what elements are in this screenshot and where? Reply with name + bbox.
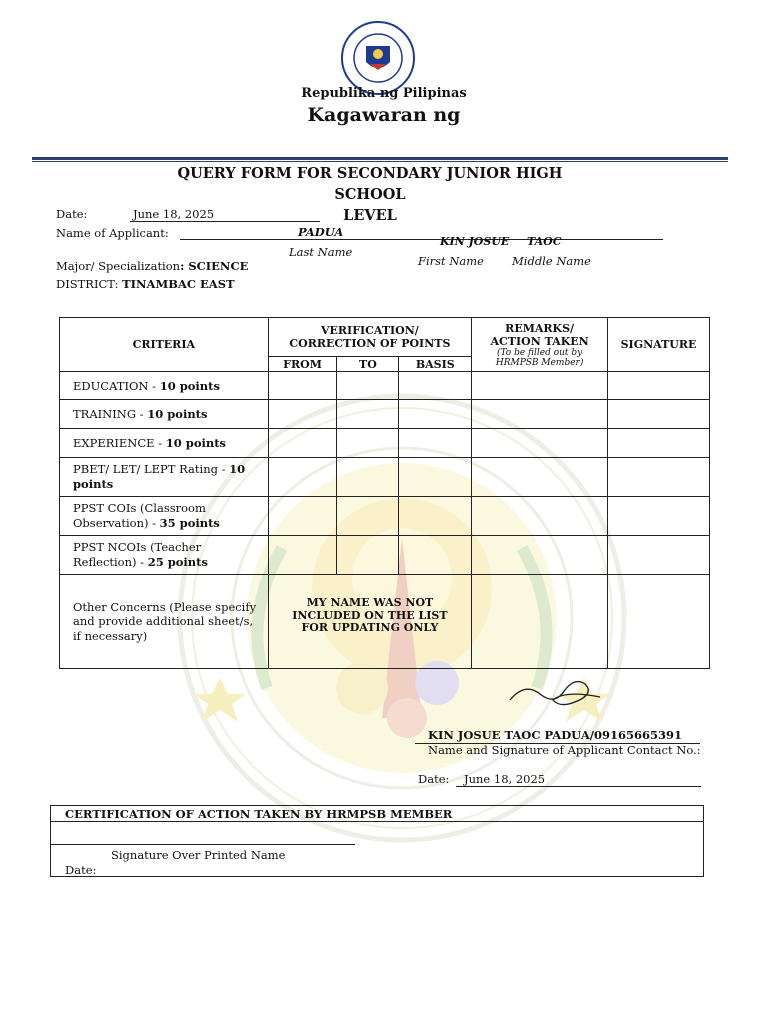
from-cell[interactable]: [268, 536, 337, 575]
district-row: [56, 277, 235, 291]
verification-header: VERIFICATION/ CORRECTION OF POINTS: [268, 318, 472, 357]
basis-cell[interactable]: [399, 497, 472, 536]
to-cell[interactable]: [337, 497, 399, 536]
table-row: [60, 536, 710, 575]
from-cell[interactable]: [268, 458, 337, 497]
date-value: June 18, 2025: [133, 207, 215, 221]
criteria-cell: PPST NCOIs (Teacher Reflection) - 25 points: [60, 536, 269, 575]
to-cell[interactable]: [337, 372, 399, 400]
applicant-signature-scribble: [505, 672, 605, 712]
criteria-table: [59, 317, 710, 669]
criteria-cell: PBET/ LET/ LEPT Rating - 10 points: [60, 458, 269, 497]
table-row: [60, 400, 710, 429]
certification-signature-caption: Signature Over Printed Name: [111, 848, 286, 862]
signature-header: SIGNATURE: [608, 318, 710, 372]
criteria-cell: PPST COIs (Classroom Observation) - 35 points: [60, 497, 269, 536]
form-title-line2: LEVEL: [343, 207, 397, 224]
certification-date-label: Date:: [65, 863, 97, 877]
table-row: [60, 497, 710, 536]
from-cell[interactable]: [268, 497, 337, 536]
from-cell[interactable]: [268, 400, 337, 429]
remarks-cell[interactable]: [472, 458, 608, 497]
signature-cell[interactable]: [608, 372, 710, 400]
department-heading: Kagawaran ng: [307, 104, 461, 126]
date-label: Date:: [56, 207, 88, 221]
remarks-cell[interactable]: [472, 536, 608, 575]
signature-cell[interactable]: [608, 400, 710, 429]
signature-cell[interactable]: [608, 536, 710, 575]
certification-title: CERTIFICATION OF ACTION TAKEN BY HRMPSB MEMBER: [51, 806, 704, 822]
date-field[interactable]: [130, 207, 320, 222]
basis-cell[interactable]: [399, 429, 472, 458]
applicant-date-field[interactable]: [456, 772, 701, 787]
other-concerns-note[interactable]: MY NAME WAS NOT INCLUDED ON THE LIST FOR UPDATING ONLY: [268, 575, 472, 669]
remarks-cell[interactable]: [472, 400, 608, 429]
basis-header: BASIS: [399, 357, 472, 372]
certification-signature-line: [51, 844, 355, 845]
deped-seal-logo: [340, 20, 416, 96]
district-label: DISTRICT:: [56, 277, 123, 291]
district-value: TINAMBAC EAST: [122, 277, 235, 291]
table-row: [60, 372, 710, 400]
from-header: FROM: [268, 357, 337, 372]
middle-name-caption: Middle Name: [512, 254, 591, 268]
first-name-caption: First Name: [418, 254, 484, 268]
certification-body[interactable]: [51, 822, 704, 877]
header-rule-thin: [32, 161, 728, 162]
applicant-date-label: Date:: [418, 772, 450, 786]
certification-table: [50, 805, 704, 877]
to-cell[interactable]: [337, 400, 399, 429]
to-header: TO: [337, 357, 399, 372]
remarks-cell[interactable]: [472, 372, 608, 400]
remarks-cell[interactable]: [472, 429, 608, 458]
name-of-applicant-label: Name of Applicant:: [56, 226, 169, 240]
signature-cell[interactable]: [608, 458, 710, 497]
major-value: : SCIENCE: [180, 259, 249, 273]
major-row: [56, 259, 248, 273]
criteria-cell: EXPERIENCE - 10 points: [60, 429, 269, 458]
republic-heading: Republika ng Pilipinas: [301, 86, 467, 101]
first-name-value: KIN JOSUE: [440, 235, 510, 248]
other-concerns-label: Other Concerns (Please specify and provide additional sheet/s, if necessary): [60, 575, 269, 669]
middle-name-value: TAOC: [527, 235, 562, 248]
applicant-date-value: June 18, 2025: [464, 772, 546, 786]
basis-cell[interactable]: [399, 536, 472, 575]
name-of-applicant-field[interactable]: [180, 226, 663, 240]
from-cell[interactable]: [268, 372, 337, 400]
basis-cell[interactable]: [399, 372, 472, 400]
basis-cell[interactable]: [399, 458, 472, 497]
from-cell[interactable]: [268, 429, 337, 458]
table-row-other-concerns: [60, 575, 710, 669]
last-name-value: PADUA: [298, 225, 344, 239]
header-rule-thick: [32, 157, 728, 160]
remarks-cell[interactable]: [472, 497, 608, 536]
last-name-caption: Last Name: [289, 245, 353, 259]
criteria-cell: TRAINING - 10 points: [60, 400, 269, 429]
remarks-cell[interactable]: [472, 575, 608, 669]
table-row: [60, 429, 710, 458]
to-cell[interactable]: [337, 429, 399, 458]
form-title-line1: QUERY FORM FOR SECONDARY JUNIOR HIGH SCHOOL: [177, 165, 563, 203]
signature-cell[interactable]: [608, 497, 710, 536]
applicant-name-contact: KIN JOSUE TAOC PADUA/09165665391: [428, 728, 682, 742]
applicant-signature-caption: Name and Signature of Applicant Contact No.:: [428, 743, 701, 757]
to-cell[interactable]: [337, 536, 399, 575]
remarks-header: REMARKS/ ACTION TAKEN (To be filled out by HRMPSB Member): [472, 318, 608, 372]
table-row: [60, 458, 710, 497]
basis-cell[interactable]: [399, 400, 472, 429]
signature-cell[interactable]: [608, 575, 710, 669]
to-cell[interactable]: [337, 458, 399, 497]
major-label: Major/ Specialization: [56, 259, 181, 273]
signature-cell[interactable]: [608, 429, 710, 458]
criteria-cell: EDUCATION - 10 points: [60, 372, 269, 400]
criteria-header: CRITERIA: [60, 318, 269, 372]
